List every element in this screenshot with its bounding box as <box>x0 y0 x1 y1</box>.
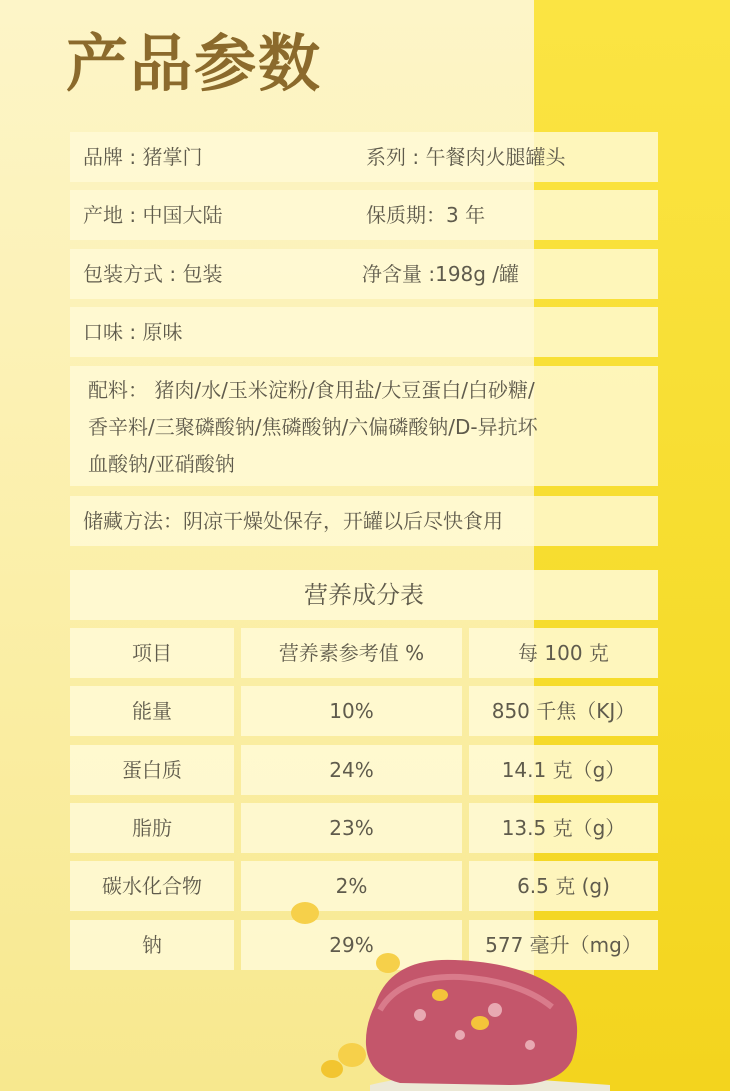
luncheon-meat-illustration <box>280 885 730 1091</box>
param-row-storage <box>70 496 658 546</box>
nutrition-cell: 6.5 克 (g) <box>469 861 658 911</box>
nutrition-cell: 2% <box>241 861 462 911</box>
param-row-brand <box>70 132 658 182</box>
nutrition-cell: 能量 <box>70 686 234 736</box>
corn-kernel-image <box>321 1060 343 1078</box>
packaging-text: 包装方式 : 包装 <box>83 262 223 286</box>
nutrition-cell: 24% <box>241 745 462 795</box>
param-row-packaging <box>70 249 658 299</box>
origin-text: 产地 : 中国大陆 <box>83 203 223 227</box>
nutrition-cell: 14.1 克（g） <box>469 745 658 795</box>
nutrition-cell: 脂肪 <box>70 803 234 853</box>
page-title: 产品参数 <box>66 27 323 100</box>
meat-fleck <box>455 1030 465 1040</box>
nutrition-header-item: 项目 <box>70 628 234 678</box>
nutrition-cell: 29% <box>241 920 462 970</box>
net-content-text: 净含量 :198g /罐 <box>362 262 520 286</box>
brand-text: 品牌 : 猪掌门 <box>83 145 203 169</box>
meat-fleck <box>525 1040 535 1050</box>
nutrition-cell: 13.5 克（g） <box>469 803 658 853</box>
param-row-flavor <box>70 307 658 357</box>
nutrition-cell: 577 毫升（mg） <box>469 920 658 970</box>
corn-kernel-image <box>338 1043 366 1067</box>
flavor-text: 口味 : 原味 <box>83 320 183 344</box>
ingredients-line: 香辛料/三聚磷酸钠/焦磷酸钠/六偏磷酸钠/D-异抗坏 <box>88 415 538 439</box>
nutrition-cell: 钠 <box>70 920 234 970</box>
nutrition-header-nrv: 营养素参考值 % <box>241 628 462 678</box>
meat-fleck <box>488 1003 502 1017</box>
nutrition-table-title: 营养成分表 <box>70 570 658 620</box>
nutrition-cell: 23% <box>241 803 462 853</box>
shelf-life-text: 保质期：3 年 <box>366 203 486 227</box>
corn-kernel-image <box>291 902 319 924</box>
meat-fleck <box>414 1009 426 1021</box>
corn-kernel-image <box>471 1016 489 1030</box>
nutrition-cell: 850 千焦（KJ） <box>469 686 658 736</box>
nutrition-cell: 10% <box>241 686 462 736</box>
nutrition-cell: 碳水化合物 <box>70 861 234 911</box>
nutrition-cell: 蛋白质 <box>70 745 234 795</box>
corn-kernel-image <box>432 989 448 1001</box>
nutrition-header-per100g: 每 100 克 <box>469 628 658 678</box>
ingredients-block <box>70 366 658 486</box>
ingredients-line: 配料： 猪肉/水/玉米淀粉/食用盐/大豆蛋白/白砂糖/ <box>88 378 535 402</box>
corn-kernel-image <box>376 953 400 973</box>
param-row-origin <box>70 190 658 240</box>
storage-text: 储藏方法：阴凉干燥处保存，开罐以后尽快食用 <box>83 509 503 533</box>
ingredients-line: 血酸钠/亚硝酸钠 <box>88 452 235 476</box>
series-text: 系列 : 午餐肉火腿罐头 <box>366 145 566 169</box>
